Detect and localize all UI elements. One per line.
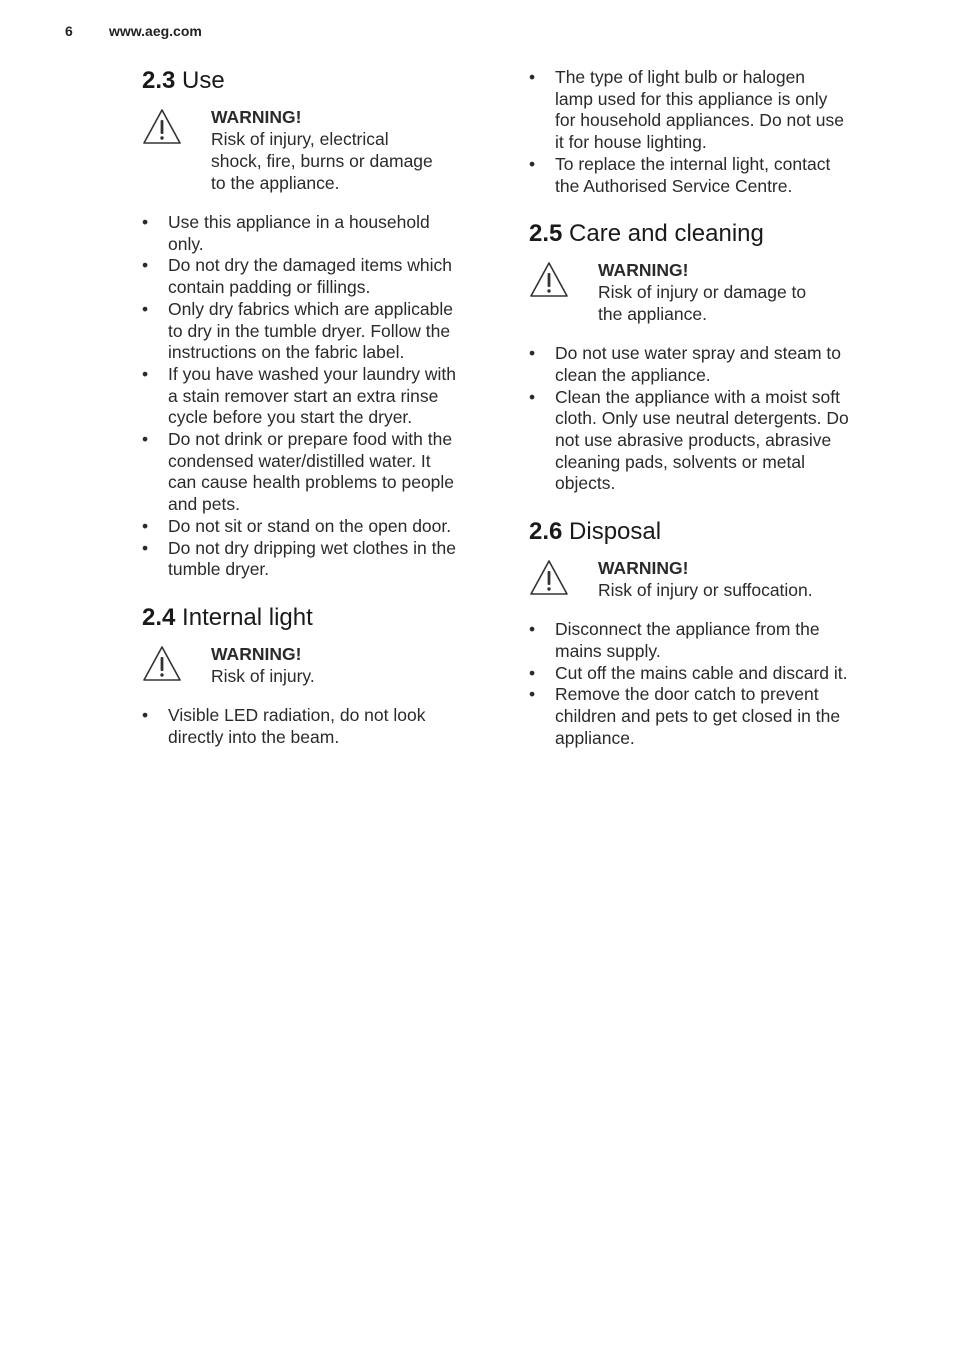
section-heading: 2.4 Internal light [142, 603, 313, 631]
text-line: Visible LED radiation, do not look [168, 704, 426, 725]
section-internal-light [142, 601, 498, 748]
list-item [142, 364, 498, 429]
text-line: the Authorised Service Centre. [555, 175, 793, 196]
warning-box [529, 259, 887, 325]
warning-body [211, 128, 433, 194]
text-line: cloth. Only use neutral detergents. Do [555, 408, 849, 429]
text-line: lamp used for this appliance is only [555, 88, 828, 109]
text-line: Risk of injury or damage to [598, 282, 807, 303]
text-line: to the appliance. [211, 173, 340, 193]
text-line: objects. [555, 473, 616, 494]
warning-triangle-icon [529, 261, 573, 301]
text-line: a stain remover start an extra rinse [168, 385, 439, 406]
text-line: tumble dryer. [168, 559, 270, 580]
text-line: Risk of injury or suffocation. [598, 580, 813, 601]
left-column [142, 64, 498, 748]
text-line: not use abrasive products, abrasive [555, 430, 832, 451]
text-line: The type of light bulb or halogen [555, 67, 806, 87]
list-item [529, 67, 887, 154]
bullet-list [142, 705, 498, 748]
warning-box [529, 557, 887, 601]
text-line: it for house lighting. [555, 132, 707, 153]
warning-body [211, 665, 315, 687]
text-line: Do not drink or prepare food with the [168, 429, 453, 450]
list-item [529, 154, 887, 197]
site-url: www.aeg.com [109, 23, 202, 39]
text-line: Remove the door catch to prevent [555, 684, 819, 705]
text-line: children and pets to get closed in the [555, 705, 841, 726]
warning-body [598, 579, 813, 601]
section-use [142, 64, 498, 581]
text-line: Do not sit or stand on the open door. [168, 515, 452, 536]
text-line: Do not use water spray and steam to [555, 343, 841, 364]
text-line: contain padding or fillings. [168, 277, 371, 298]
text-line: appliance. [555, 727, 635, 748]
page-number: 6 [65, 23, 73, 39]
list-item [142, 212, 498, 255]
text-line: shock, fire, burns or damage [211, 151, 433, 171]
warning-box [142, 643, 498, 687]
warning-triangle-icon [142, 645, 186, 685]
text-line: only. [168, 233, 204, 254]
list-item [529, 684, 887, 749]
list-item [142, 538, 498, 581]
text-line: cycle before you start the dryer. [168, 407, 413, 428]
section-care-cleaning [529, 217, 887, 495]
text-line: directly into the beam. [168, 726, 340, 747]
text-line: Cut off the mains cable and discard it. [555, 662, 848, 683]
list-item [529, 387, 887, 496]
text-line: Risk of injury. [211, 665, 315, 686]
section-heading: 2.3 Use [142, 67, 225, 94]
warning-triangle-icon [529, 559, 573, 599]
warning-body [598, 281, 806, 325]
text-line: cleaning pads, solvents or metal [555, 451, 805, 472]
text-line: Risk of injury, electrical [211, 129, 389, 149]
text-line: Only dry fabrics which are applicable [168, 298, 453, 319]
section-heading: 2.5 Care and cleaning [529, 220, 764, 248]
text-line: to dry in the tumble dryer. Follow the [168, 320, 451, 341]
bullet-list [529, 67, 887, 197]
text-line: condensed water/distilled water. It [168, 450, 431, 471]
text-line: and pets. [168, 494, 240, 515]
bullet-list [529, 619, 887, 749]
text-line: clean the appliance. [555, 364, 711, 385]
text-line: instructions on the fabric label. [168, 342, 405, 363]
text-line: can cause health problems to people [168, 472, 455, 493]
right-column [529, 67, 887, 749]
warning-box [142, 106, 498, 194]
warning-title: WARNING! [598, 558, 689, 579]
list-item [142, 299, 498, 364]
warning-triangle-icon [142, 108, 186, 148]
section-disposal [529, 515, 887, 749]
warning-title: WARNING! [598, 260, 689, 281]
section-heading: 2.6 Disposal [529, 518, 662, 546]
page-header [65, 23, 202, 39]
list-item [529, 619, 887, 662]
list-item [529, 663, 887, 685]
warning-title: WARNING! [211, 107, 302, 127]
bullet-list [142, 212, 498, 581]
text-line: the appliance. [598, 304, 707, 325]
list-item [142, 705, 498, 748]
warning-title: WARNING! [211, 643, 302, 664]
text-line: Use this appliance in a household [168, 212, 430, 232]
text-line: Clean the appliance with a moist soft [555, 386, 841, 407]
text-line: To replace the internal light, contact [555, 153, 831, 174]
text-line: for household appliances. Do not use [555, 110, 844, 131]
list-item [142, 255, 498, 298]
list-item [142, 429, 498, 516]
text-line: Disconnect the appliance from the [555, 619, 820, 640]
text-line: If you have washed your laundry with [168, 363, 456, 384]
text-line: Do not dry the damaged items which [168, 255, 453, 276]
list-item [142, 516, 498, 538]
bullet-list [529, 343, 887, 495]
text-line: mains supply. [555, 640, 661, 661]
text-line: Do not dry dripping wet clothes in the [168, 537, 456, 558]
list-item [529, 343, 887, 386]
